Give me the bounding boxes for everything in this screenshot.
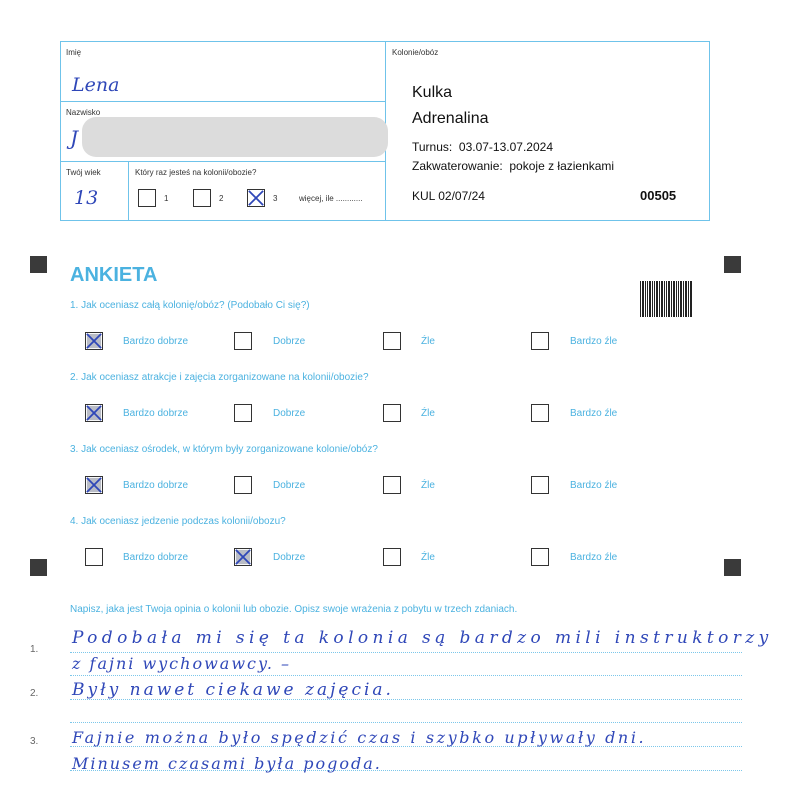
camp-label: Kolonie/obóz	[392, 48, 439, 57]
q4-option-bardzo-dobrze[interactable]	[85, 548, 103, 566]
q3-label-dobrze: Dobrze	[273, 480, 306, 491]
age-value: 13	[74, 187, 99, 209]
answer-line	[70, 675, 742, 676]
q1-option-bardzo-zle[interactable]	[531, 332, 549, 350]
camp-program: Adrenalina	[412, 110, 489, 127]
registration-marker	[724, 559, 741, 576]
camp-code: KUL 02/07/24	[412, 189, 485, 203]
turnus: Turnus: 03.07-13.07.2024	[412, 140, 553, 154]
answer-line	[70, 652, 742, 653]
q3-option-dobrze[interactable]	[234, 476, 252, 494]
opinion-line-1: Podobała mi się ta kolonia są bardzo mili instruktorzy	[72, 628, 773, 648]
opinion-prompt: Napisz, jaka jest Twoja opinia o kolonii lub obozie. Opisz swoje wrażenia z pobytu w trzech zdaniach.	[70, 604, 518, 615]
visit-option-3: 3	[273, 194, 278, 203]
age-divider	[128, 161, 129, 221]
registration-marker	[30, 256, 47, 273]
q2-option-bardzo-zle[interactable]	[531, 404, 549, 422]
form-number: 00505	[640, 188, 677, 203]
age-label: Twój wiek	[66, 168, 101, 177]
answer-line	[70, 722, 742, 723]
q4-option-zle[interactable]	[383, 548, 401, 566]
header-row-divider	[60, 101, 385, 102]
q2-label-bardzo-zle: Bardzo źle	[570, 408, 618, 419]
line-number-3: 3.	[30, 736, 39, 747]
check-x-icon	[86, 477, 102, 493]
visit-option-1: 1	[164, 194, 169, 203]
q2-option-dobrze[interactable]	[234, 404, 252, 422]
opinion-line-3: Fajnie można było spędzić czas i szybko upływały dni.	[72, 728, 647, 747]
q1-option-zle[interactable]	[383, 332, 401, 350]
q3-option-zle[interactable]	[383, 476, 401, 494]
check-x-icon	[235, 549, 251, 565]
visit-checkbox-3[interactable]	[247, 189, 265, 207]
question-3: 3. Jak oceniasz ośrodek, w którym były zorganizowane kolonie/obóz?	[70, 444, 378, 455]
surname-initial: J	[70, 126, 79, 150]
q1-label-dobrze: Dobrze	[273, 336, 306, 347]
surname-redaction	[82, 117, 388, 157]
opinion-line-3b: Minusem czasami była pogoda.	[72, 754, 382, 773]
q4-label-bardzo-zle: Bardzo źle	[570, 552, 618, 563]
q1-label-bardzo-zle: Bardzo źle	[570, 336, 618, 347]
visit-checkbox-2[interactable]	[193, 189, 211, 207]
q3-option-bardzo-zle[interactable]	[531, 476, 549, 494]
q2-option-bardzo-dobrze[interactable]	[85, 404, 103, 422]
q4-label-bardzo-dobrze: Bardzo dobrze	[123, 552, 189, 563]
q2-option-zle[interactable]	[383, 404, 401, 422]
opinion-line-1b: z fajni wychowawcy. –	[72, 654, 292, 673]
question-2: 2. Jak oceniasz atrakcje i zajęcia zorganizowane na kolonii/obozie?	[70, 372, 369, 383]
visit-option-2: 2	[219, 194, 224, 203]
check-x-icon	[86, 405, 102, 421]
header-row-divider	[60, 161, 385, 162]
line-number-1: 1.	[30, 644, 39, 655]
q3-label-bardzo-dobrze: Bardzo dobrze	[123, 480, 189, 491]
name-value: Lena	[72, 74, 120, 96]
survey-title: ANKIETA	[70, 264, 158, 286]
check-x-icon	[248, 190, 264, 206]
q1-label-bardzo-dobrze: Bardzo dobrze	[123, 336, 189, 347]
q4-label-dobrze: Dobrze	[273, 552, 306, 563]
q3-label-zle: Źle	[421, 480, 435, 491]
q1-option-dobrze[interactable]	[234, 332, 252, 350]
line-number-2: 2.	[30, 688, 39, 699]
question-4: 4. Jak oceniasz jedzenie podczas kolonii/obozu?	[70, 516, 286, 527]
registration-marker	[30, 559, 47, 576]
question-1: 1. Jak oceniasz całą kolonię/obóz? (Podobało Ci się?)	[70, 300, 310, 311]
name-label: Imię	[66, 48, 82, 57]
q1-option-bardzo-dobrze[interactable]	[85, 332, 103, 350]
camp-name: Kulka	[412, 84, 453, 101]
registration-marker	[724, 256, 741, 273]
q4-option-dobrze[interactable]	[234, 548, 252, 566]
q2-label-dobrze: Dobrze	[273, 408, 306, 419]
q4-label-zle: Źle	[421, 552, 435, 563]
visit-more: więcej, ile ............	[299, 194, 363, 203]
lodging: Zakwaterowanie: pokoje z łazienkami	[412, 159, 615, 173]
q3-label-bardzo-zle: Bardzo źle	[570, 480, 618, 491]
q4-option-bardzo-zle[interactable]	[531, 548, 549, 566]
visits-label: Który raz jesteś na kolonii/obozie?	[135, 168, 257, 177]
q3-option-bardzo-dobrze[interactable]	[85, 476, 103, 494]
check-x-icon	[86, 333, 102, 349]
q1-label-zle: Źle	[421, 336, 435, 347]
q2-label-bardzo-dobrze: Bardzo dobrze	[123, 408, 189, 419]
q2-label-zle: Źle	[421, 408, 435, 419]
surname-label: Nazwisko	[66, 108, 101, 117]
opinion-line-2: Były nawet ciekawe zajęcia.	[72, 680, 394, 700]
barcode	[640, 281, 693, 317]
visit-checkbox-1[interactable]	[138, 189, 156, 207]
